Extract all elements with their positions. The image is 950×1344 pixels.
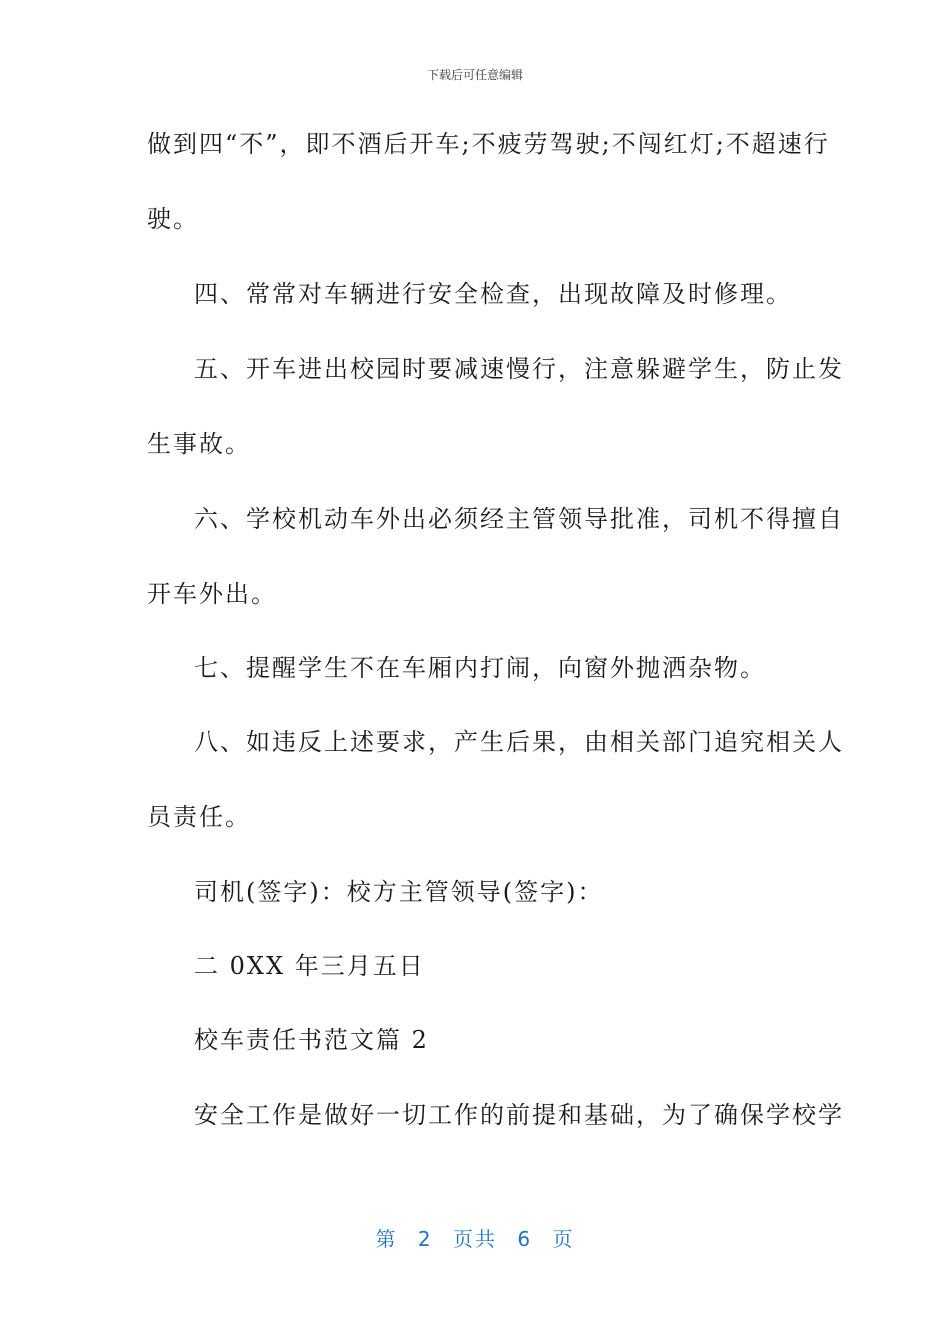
text-line-6: 六、学校机动车外出必须经主管领导批准，司机不得擅自 bbox=[194, 505, 844, 533]
page-footer bbox=[0, 1223, 950, 1252]
text-line-5: 生事故。 bbox=[147, 430, 251, 458]
page-current: 2 bbox=[417, 1227, 433, 1251]
signature-line: 司机(签字)：校方主管领导(签字)： bbox=[194, 878, 604, 906]
page-label-post: 页 bbox=[552, 1227, 575, 1251]
header-note: 下载后可任意编辑 bbox=[426, 68, 523, 82]
text-line-4: 五、开车进出校园时要减速慢行，注意躲避学生，防止发 bbox=[194, 355, 844, 383]
text-line-2: 驶。 bbox=[147, 205, 199, 233]
page-label-pre: 第 bbox=[375, 1227, 398, 1251]
section-title: 校车责任书范文篇 2 bbox=[194, 1026, 429, 1054]
text-line-8: 七、提醒学生不在车厢内打闹，向窗外抛洒杂物。 bbox=[194, 654, 766, 682]
text-line-7: 开车外出。 bbox=[147, 580, 277, 608]
text-line-9: 八、如违反上述要求，产生后果，由相关部门追究相关人 bbox=[194, 728, 844, 756]
text-line-14: 安全工作是做好一切工作的前提和基础，为了确保学校学 bbox=[194, 1101, 844, 1129]
page-total: 6 bbox=[517, 1227, 533, 1251]
page-label-mid: 页共 bbox=[453, 1227, 497, 1251]
text-line-10: 员责任。 bbox=[147, 803, 251, 831]
text-line-3: 四、常常对车辆进行安全检查，出现故障及时修理。 bbox=[194, 280, 792, 308]
date-line: 二 0XX 年三月五日 bbox=[194, 952, 425, 980]
text-line-1: 做到四“不”，即不酒后开车;不疲劳驾驶;不闯红灯;不超速行 bbox=[147, 130, 830, 158]
